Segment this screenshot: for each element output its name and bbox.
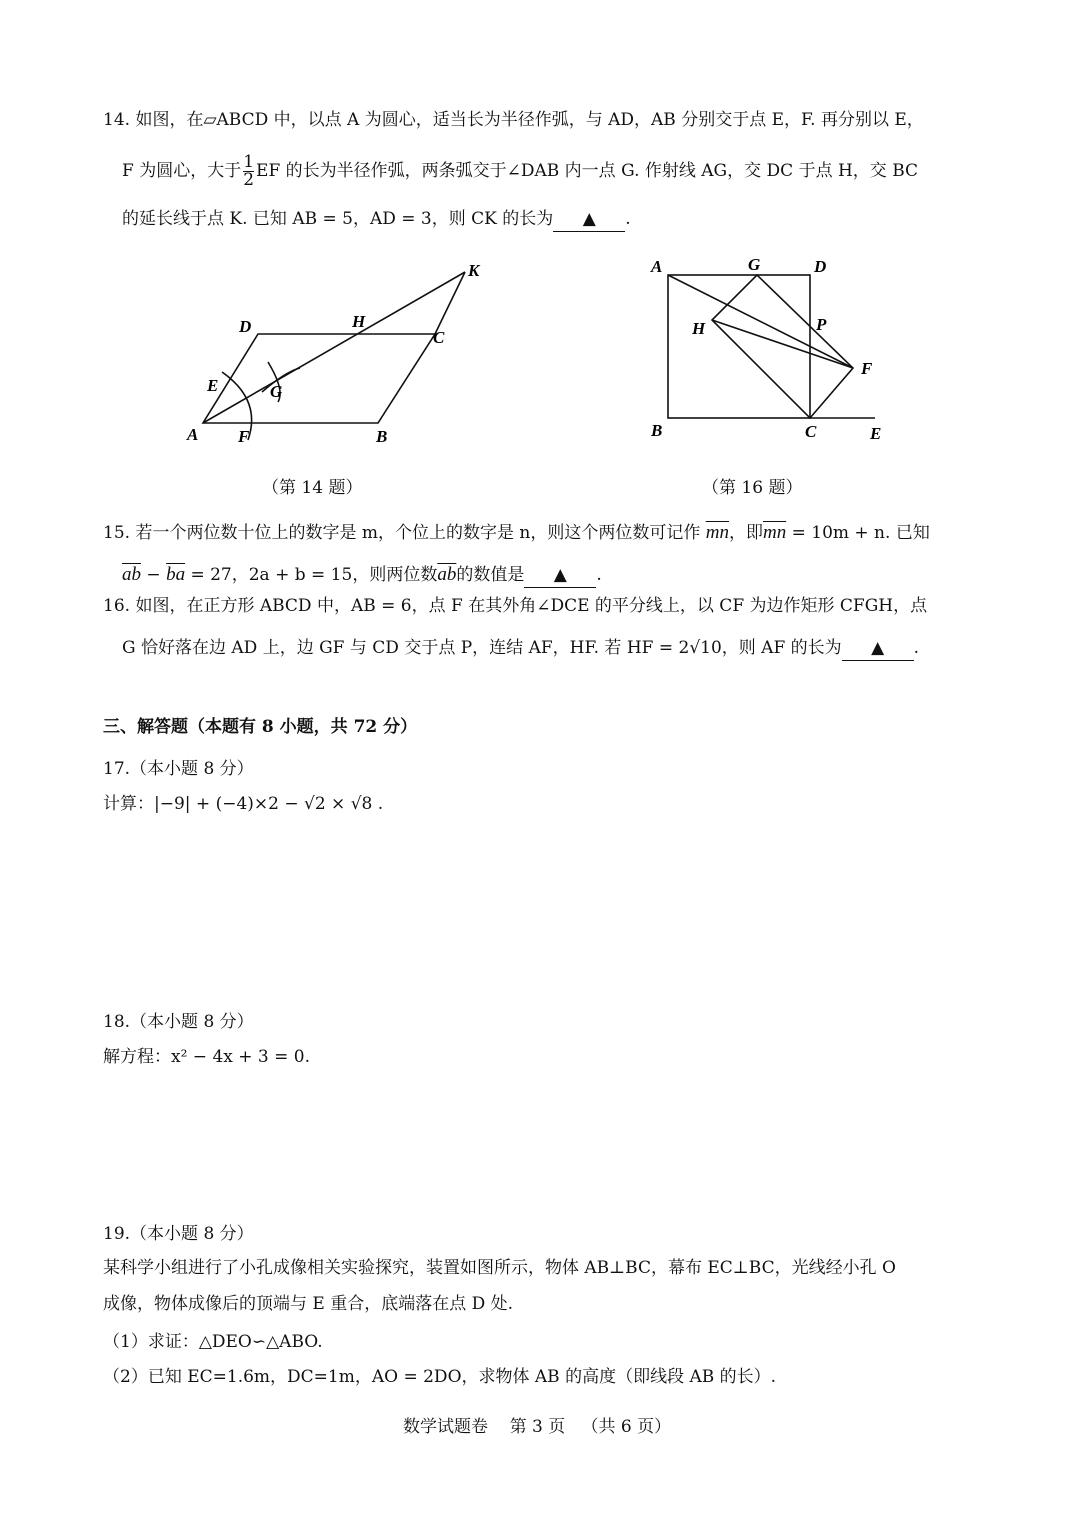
label-c: C bbox=[433, 328, 445, 347]
minus: − bbox=[141, 565, 167, 585]
answer-blank: ▲ bbox=[524, 563, 596, 588]
label-d: D bbox=[814, 257, 827, 276]
q15-text: 的数值是 bbox=[456, 565, 525, 585]
q14-text: EF 的长为半径作弧，两条弧交于∠DAB 内一点 G. 作射线 AG，交 DC 于点 H，交 BC bbox=[256, 161, 919, 181]
q18-heading: 18.（本小题 8 分） bbox=[103, 1012, 254, 1032]
label-e: E bbox=[207, 376, 219, 395]
numerator: 1 bbox=[243, 152, 255, 172]
q14-line3: 的延长线于点 K. 已知 AB = 5，AD = 3，则 CK 的长为 ▲ . bbox=[122, 207, 631, 232]
overline-mn: $\overline{mn}$ bbox=[762, 522, 787, 543]
overline-ba: $\overline{ba}$ bbox=[166, 564, 186, 585]
segment-hf bbox=[712, 320, 853, 368]
q15-line1 bbox=[103, 521, 930, 545]
q19-part2: （2）已知 EC=1.6m，DC=1m，AO = 2DO，求物体 AB 的高度（即线段 AB 的长）. bbox=[103, 1367, 777, 1387]
page-footer: 数学试题卷 第 3 页 （共 6 页） bbox=[403, 1417, 672, 1437]
q14-line1: 14. 如图，在▱ABCD 中，以点 A 为圆心，适当长为半径作弧，与 AD，AB 分别交于点 E，F. 再分别以 E， bbox=[103, 110, 924, 130]
label-h: H bbox=[352, 312, 366, 331]
label-h: H bbox=[692, 319, 706, 338]
label-a: A bbox=[187, 425, 199, 444]
label-e: E bbox=[870, 424, 882, 443]
label-d: D bbox=[239, 317, 252, 336]
label-b: B bbox=[376, 427, 388, 446]
figure-14-caption: （第 14 题） bbox=[262, 478, 363, 498]
label-f: F bbox=[861, 359, 873, 378]
figure-16 bbox=[668, 275, 875, 418]
q19-line1: 某科学小组进行了小孔成像相关实验探究，装置如图所示，物体 AB⊥BC，幕布 EC⊥BC，光线经小孔 O bbox=[103, 1258, 896, 1278]
answer-blank: ▲ bbox=[842, 636, 914, 661]
q16-line1: 16. 如图，在正方形 ABCD 中，AB = 6，点 F 在其外角∠DCE 的平分线上，以 CF 为边作矩形 CFGH，点 bbox=[103, 596, 928, 616]
denominator: 2 bbox=[243, 170, 255, 190]
q18-body: 解方程：x² − 4x + 3 = 0. bbox=[103, 1047, 310, 1067]
label-g: G bbox=[270, 382, 283, 401]
q16-text: G 恰好落在边 AD 上，边 GF 与 CD 交于点 P，连结 AF，HF. 若 HF = 2√10，则 AF 的长为 bbox=[122, 638, 842, 658]
overline-ab: $\overline{ab}$ bbox=[437, 564, 457, 585]
q19-part1: （1）求证：△DEO∽△ABO. bbox=[103, 1332, 323, 1352]
figure-16-caption: （第 16 题） bbox=[702, 478, 803, 498]
q15-text: ，即 bbox=[728, 523, 763, 543]
q15-text: = 10m + n. 已知 bbox=[791, 523, 930, 543]
parallelogram-abcd bbox=[203, 334, 435, 423]
q15-line2: $\overline{ab} - \overline{ba} = 27$，2a + b = 15，则两位数$\overline{ab}$的数值是 ▲ . bbox=[122, 563, 602, 588]
q14-text: F 为圆心，大于 bbox=[122, 161, 242, 181]
label-g: G bbox=[748, 255, 761, 274]
q19-line2: 成像，物体成像后的顶端与 E 重合，底端落在点 D 处. bbox=[103, 1294, 514, 1314]
figure-14 bbox=[203, 272, 465, 440]
label-p: P bbox=[816, 315, 827, 334]
figures bbox=[0, 0, 1080, 520]
answer-blank: ▲ bbox=[553, 207, 625, 232]
q17-heading: 17.（本小题 8 分） bbox=[103, 759, 254, 779]
overline-ab: $\overline{ab}$ bbox=[122, 564, 141, 585]
q16-line2: G 恰好落在边 AD 上，边 GF 与 CD 交于点 P，连结 AF，HF. 若 HF = 2√10，则 AF 的长为 ▲ . bbox=[122, 636, 919, 661]
rectangle-cfgh bbox=[712, 275, 853, 418]
label-c: C bbox=[805, 422, 817, 441]
q15-text: = 27，2a + b = 15，则两位数 bbox=[185, 565, 438, 585]
overline-mn: $\overline{mn}$ bbox=[705, 522, 729, 543]
label-k: K bbox=[468, 261, 480, 280]
q14-text: 的延长线于点 K. 已知 AB = 5，AD = 3，则 CK 的长为 bbox=[122, 209, 554, 229]
q15-text: 15. 若一个两位数十位上的数字是 m，个位上的数字是 n，则这个两位数可记作 bbox=[103, 523, 701, 543]
q19-heading: 19.（本小题 8 分） bbox=[103, 1224, 254, 1244]
q17-body: 计算：|−9| + (−4)×2 − √2 × √8 . bbox=[103, 794, 384, 814]
label-b: B bbox=[651, 421, 663, 440]
label-a: A bbox=[651, 257, 663, 276]
section-heading: 三、解答题（本题有 8 小题，共 72 分） bbox=[103, 717, 418, 737]
label-f: F bbox=[238, 427, 250, 446]
